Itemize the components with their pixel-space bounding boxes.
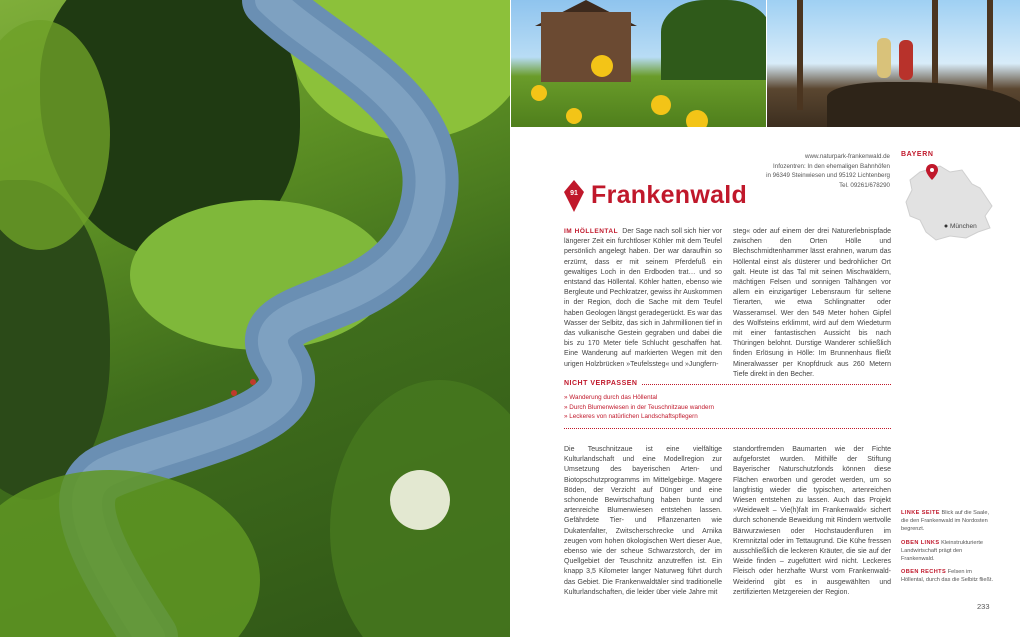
hiker (877, 38, 891, 78)
bavaria-map (900, 162, 995, 244)
list-item: » Leckeres von natürlichen Landschaftspflegern (564, 412, 714, 422)
website-link[interactable]: www.naturpark-frankenwald.de (805, 153, 890, 160)
dandelion (651, 95, 671, 115)
caption-text: Felsen im Höllental, durch das die Selbitz fließt. (901, 569, 994, 584)
intro-text: Der Sage nach soll sich hier vor längerer Zeit ein furchtloser Köhler mit dem Teufel persönlich angelegt haben. Der war daraufhin so erzürnt, dass er mit seinem Pferdefuß ein gewaltiges Loch in den Erdboden trat… und so entstand das Höllental. Köhler hatten, ebenso wie Bergleute und Pechkratzer, gewiss ihr Auskommen in der Region, doch die Sache mit dem Teufel haben Geologen längst geradegerückt. Es war das Wasser der Selbitz, das sich in Jahrmillionen tief in das vulkanische Gestein gegraben und dabei die bis zu 170 Meter tiefe Schlucht geschaffen hat. Eine Wanderung auf markierten Wegen mit den urigen Holzbrücken »Teufelssteg« und »Jungfern- (564, 228, 723, 368)
intro-column-1 (564, 227, 722, 370)
city-label: München (950, 223, 977, 230)
list-item: » Wanderung durch das Höllental (564, 393, 714, 403)
tree-trunk (797, 0, 803, 110)
body-text: standortfremden Baumarten wie der Fichte aufgeforstet wurden. Mithilfe der Stiftung Bayerischer Naturschutzfonds können diese Flächen erworben und gerodet werden, um so langfristig wieder die typischen, artenreichen Wiesen entstehen zu lassen. Auch das Projekt »Weidewelt – Vie(h)falt im Frankenwald« sichert durch schonende Beweidung mit Rindern wertvolle Bärwurzwiesen oder Hochstaudenfluren im Kremnitztal oder im Tettaugrund. Die Kühe fressen ausschließlich die leckeren Kräuter, die sie auf der Weide finden – zugefüttert wird nicht. Leckeres Fleisch oder herzhafte Wurst vom Frankenwald-Weiderind gibt es in ausgewählten und zertifizierten Metzgereien der Region. (733, 446, 891, 596)
nicht-verpassen-heading: NICHT VERPASSEN (564, 380, 642, 387)
contact-line: Infozentren: In den ehemaligen Bahnhöfen (773, 162, 890, 170)
chapter-number: 91 (570, 190, 578, 197)
caption-text: Blick auf die Saale, die den Frankenwald im Nordosten begrenzt. (901, 510, 990, 533)
intro-column-2 (733, 227, 891, 380)
page-title: Frankenwald (591, 181, 748, 209)
region-label: BAYERN (901, 151, 934, 158)
photo-captions (901, 509, 996, 590)
caption-label: OBEN LINKS (901, 539, 940, 546)
phone-number: Tel. 09261/678290 (839, 181, 890, 189)
farmhouse (541, 12, 631, 82)
intro-text: steg« oder auf einem der drei Naturerlebnispfade zwischen den Orten Hölle und Blechschmidtenhammer lässt erahnen, warum das Höllental einst als düsterer und bedrohlicher Ort galt. Heute ist das Tal mit seinen Mischwäldern, mächtigen Felsen und sonnigen Talhängen vor allem ein einzigartiger Lebensraum für seltene Tierarten, wie etwa Schlingnatter oder Wasseramsel. Wer den 549 Meter hohen Gipfel des Wolfsteins erklimmt, wird auf dem Wiedeturm mit einer fantastischen Aussicht bis nach Thüringen belohnt. Durstige Wanderer schließlich finden Erlösung in Hölle: Im Brunnenhaus fließt Mineralwasser per Knopfdruck aus 260 Metern Tiefe direkt in den Becher. (733, 228, 891, 378)
body-text: Die Teuschnitzaue ist eine vielfältige Kulturlandschaft und eine Modellregion zur Umsetzung des bayerischen Arten- und Biotopschutzprogramms im Mittelgebirge. Magere Böden, der Verzicht auf Dünger und eine schonende Bewirtschaftung haben bunte und artenreiche Blumenwiesen entstehen lassen. Gefährdete Tier- und Pflanzenarten wie Dukatenfalter, Zwitscherschrecke und Arnika zeugen vom hohen ökologischen Wert dieser Aue, ebenso wie der scheue Schwarzstorch, der im Quellgebiet der Teuschnitz anzutreffen ist. Ein knapp 3,5 Kilometer langer Naturweg führt durch das Gebiet. Die Frankenwaldtäler sind traditionelle Kulturlandschaften, die leider über viele Jahre mit (564, 446, 722, 596)
contact-line: in 96349 Steinwiesen und 95192 Lichtenberg (766, 172, 890, 179)
farm-photo (511, 0, 766, 127)
caption-label: OBEN RECHTS (901, 569, 947, 576)
tree-line (661, 0, 766, 80)
body-column-2 (733, 445, 891, 598)
caption-label: LINKE SEITE (901, 510, 940, 516)
caption (901, 539, 996, 564)
list-item: » Durch Blumenwiesen in der Teuschnitzaue wandern (564, 403, 714, 413)
body-column-1 (564, 445, 722, 598)
caption (901, 509, 996, 534)
caption (901, 568, 996, 584)
hiker (899, 40, 913, 80)
section-kicker: IM HÖLLENTAL (564, 228, 619, 235)
chapter-number-badge (564, 180, 584, 212)
dandelion (566, 108, 582, 124)
page-number: 233 (977, 602, 990, 611)
rocks-photo (767, 0, 1020, 127)
contact-info (730, 152, 890, 190)
blossoms (390, 470, 450, 530)
dandelion (591, 55, 613, 77)
dandelion (686, 110, 708, 127)
caption-text: Kleinstrukturierte Landwirtschaft prägt den Frankenwald. (901, 539, 984, 563)
divider (564, 428, 891, 429)
dandelion (531, 85, 547, 101)
nicht-verpassen-list (564, 393, 714, 422)
